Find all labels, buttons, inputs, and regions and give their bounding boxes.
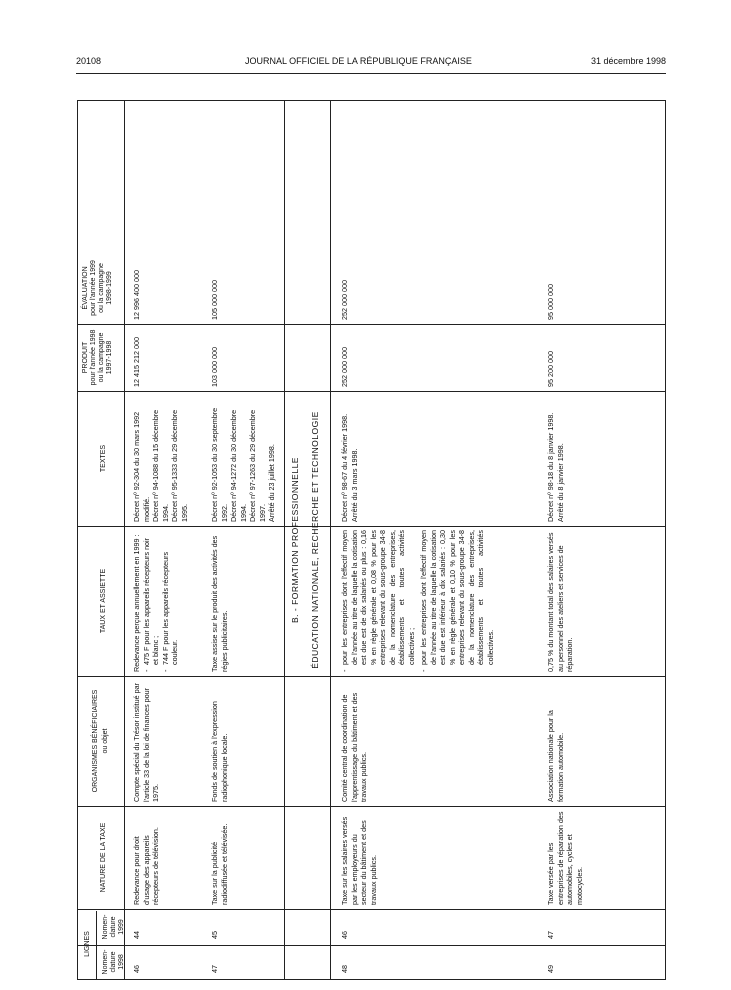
issue-date: 31 décembre 1998 [591, 56, 667, 66]
row-46-evaluation: 12 996 400 000 [132, 270, 141, 320]
row-46-texte: Décret nº 95-1333 du 29 décembre 1995. [170, 409, 189, 522]
row-47-taux: Taxe assise sur le produit des activités des régies publicitaires. [210, 535, 229, 672]
row-49-taux: 0,75 % du montant total des salaires versés au personnel des ateliers et services de réparation. [546, 532, 574, 672]
row-48-nom1999: 46 [340, 931, 349, 939]
header-organismes-sub: ou objet [102, 728, 109, 754]
row-49-nature: Taxe versée par les entreprises de réparation des automobiles, cycles et motocycles. [546, 811, 584, 905]
row-47-texte: Arrêté du 23 juillet 1998. [267, 444, 276, 522]
row-48-produit: 252 000 000 [340, 347, 349, 387]
row-49-nom1999: 47 [546, 931, 555, 939]
row-46-texte: Décret nº 94-1088 du 15 décembre 1994. [151, 409, 170, 522]
header-lignes: LIGNES [84, 931, 91, 957]
row-48-nom1998: 48 [340, 965, 349, 973]
col-nom1998 [78, 945, 665, 979]
header-evaluation: ÉVALUATION pour l'année 1999 ou la campagne 1998-1999 [82, 260, 114, 316]
row-49-textes [546, 391, 565, 526]
row-47-nom1998: 47 [210, 965, 219, 973]
row-49-nom1998: 49 [546, 965, 555, 973]
row-48-organismes: Comité central de coordination de l'apprentissage du bâtiment et des travaux publics. [340, 692, 368, 802]
row-47-evaluation: 105 000 000 [210, 280, 219, 320]
row-46-taux [132, 526, 180, 676]
row-46-produit: 12 415 212 000 [132, 337, 141, 387]
row-46-texte: Décret nº 92-304 du 30 mars 1992 modifié. [132, 411, 151, 522]
tax-table [77, 100, 666, 980]
section-b-heading: B. - FORMATION PROFESSIONNELLE [290, 457, 300, 623]
row-48-textes [340, 391, 359, 526]
row-47-texte: Décret nº 92-1053 du 30 septembre 1992. [210, 407, 229, 522]
section-subheading: ÉDUCATION NATIONALE, RECHERCHE ET TECHNOLOGIE [310, 411, 320, 669]
row-47-nature: Taxe sur la publicité radiodiffusée et télévisée. [210, 823, 229, 905]
col-nom1999 [78, 909, 665, 945]
row-46-taux-item: - 744 F pour les appareils récepteurs couleur. [161, 530, 180, 672]
row-46-nom1999: 44 [132, 931, 141, 939]
row-49-evaluation: 95 000 000 [546, 284, 555, 320]
row-49-texte: Arrêté du 8 janvier 1998. [555, 443, 565, 522]
row-47-texte: Décret nº 94-1272 du 30 décembre 1994. [229, 409, 248, 522]
rotated-table-page [77, 100, 666, 980]
header-textes: TEXTES [100, 444, 107, 473]
row-47-produit: 103 000 000 [210, 347, 219, 387]
row-49-organismes: Association nationale pour la formation automobile. [546, 710, 565, 802]
row-48-taux-item: - pour les entreprises dont l'effectif moyen de l'année au titre de laquelle la cotisation est due est inférieur à dix salariés : 0,30 % en règle générale et 0,10 % pour les entreprises relevant du sous-groupe 34-8 de la nomenclature des entreprises, établissements et toutes activités collectives. [419, 530, 495, 672]
journal-title: JOURNAL OFFICIEL DE LA RÉPUBLIQUE FRANÇAISE [245, 56, 472, 66]
header-bottom-rule [124, 101, 125, 979]
section-top-rule [284, 101, 285, 979]
row-49-texte: Décret nº 98-18 du 8 janvier 1998. [546, 412, 555, 522]
header-nomenclature-1999: Nomen- clature 1999 [102, 914, 126, 940]
row-49-produit: 95 200 000 [546, 351, 555, 387]
header-organismes: ORGANISMES BÉNÉFICIAIRES [92, 689, 99, 793]
page-header [0, 56, 731, 70]
row-47-textes [210, 391, 277, 526]
row-46-nature: Redevance pour droit d'usage des appareils récepteurs de télévision. [132, 827, 160, 905]
row-47-texte: Décret nº 97-1263 du 29 décembre 1997. [248, 409, 267, 522]
row-47-nom1999: 45 [210, 931, 219, 939]
header-nomenclature-1998: Nomen- clature 1998 [102, 949, 126, 975]
row-48-evaluation: 252 000 000 [340, 280, 349, 320]
row-48-taux-item: - pour les entreprises dont l'effectif moyen de l'année au titre de laquelle la cotisation est due est de dix salariés ou plus : 0,16 % en règle générale et 0,08 % pour les entreprises relevant du sous-groupe 34-8 de la nomenclature des entreprises, établissements et toutes activités collectives ; [340, 530, 416, 672]
row-48-texte: Arrêté du 3 mars 1998. [349, 448, 359, 522]
header-nature: NATURE DE LA TAXE [100, 822, 107, 893]
col-organismes [78, 676, 665, 806]
row-48-taux [340, 526, 495, 676]
section-bottom-rule [330, 101, 331, 979]
row-46-organismes: Compte spécial du Trésor institué par l'article 33 de la loi de finances pour 1975. [132, 682, 160, 802]
lignes-underline [96, 911, 97, 979]
col-produit [78, 324, 665, 391]
header-taux: TAUX ET ASSIETTE [100, 568, 107, 634]
header-rule [76, 73, 666, 74]
row-46-nom1998: 46 [132, 965, 141, 973]
page-number: 20108 [76, 56, 102, 66]
row-46-taux-intro: Redevance perçue annuellement en 1999 : [132, 534, 141, 672]
row-46-taux-item: - 475 F pour les appareils récepteurs noir et blanc ; [142, 530, 161, 672]
row-47-organismes: Fonds de soutien à l'expression radiophonique locale. [210, 701, 229, 802]
row-48-texte: Décret nº 98-67 du 4 février 1998. [340, 413, 349, 522]
row-46-textes [132, 391, 189, 526]
header-produit: PRODUIT pour l'année 1998 ou la campagne 1997-1998 [82, 329, 114, 386]
row-48-nature: Taxe sur les salaires versés par les employeurs du secteur du bâtiment et des travaux publics. [340, 816, 378, 905]
